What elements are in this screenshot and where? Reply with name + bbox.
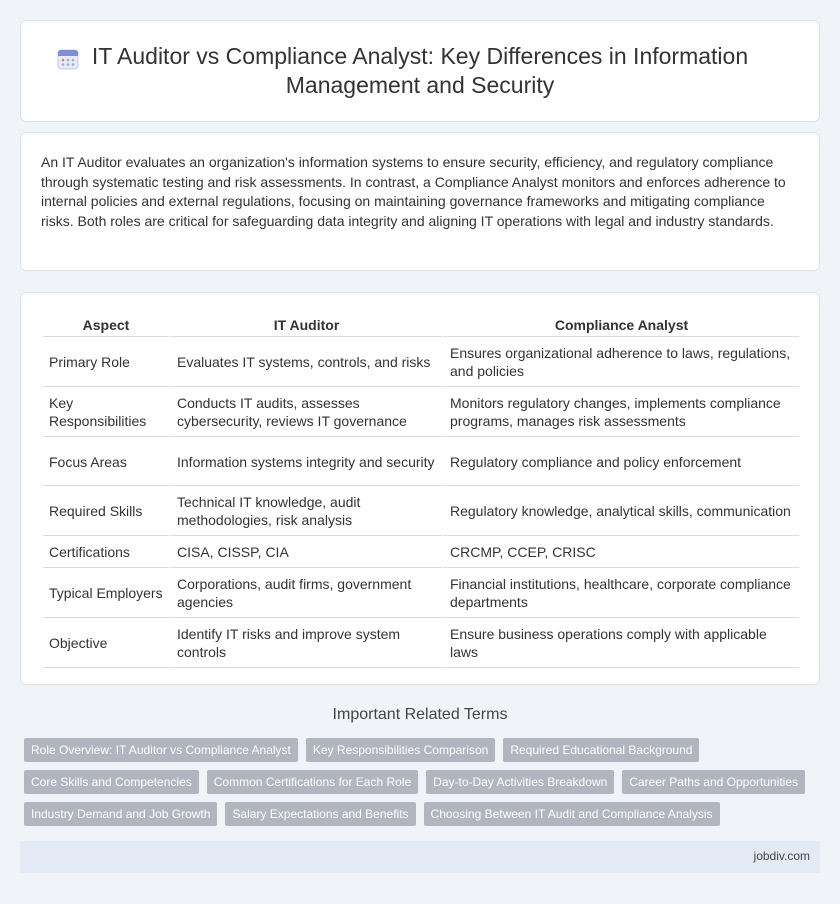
table-row <box>43 568 799 618</box>
cell-aspect: Objective <box>43 618 169 668</box>
cell-compliance-analyst: Regulatory compliance and policy enforcement <box>442 437 799 486</box>
title-card <box>20 20 820 122</box>
header-aspect: Aspect <box>43 313 169 337</box>
tag-row <box>24 802 824 826</box>
related-term-tag[interactable]: Required Educational Background <box>503 738 699 762</box>
cell-compliance-analyst: Ensure business operations comply with applicable laws <box>442 618 799 668</box>
cell-it-auditor: CISA, CISSP, CIA <box>169 536 442 568</box>
cell-it-auditor: Conducts IT audits, assesses cybersecurity, reviews IT governance <box>169 387 442 437</box>
cell-it-auditor: Corporations, audit firms, government agencies <box>169 568 442 618</box>
tag-row <box>24 770 824 794</box>
comparison-card <box>20 292 820 685</box>
related-term-tag[interactable]: Industry Demand and Job Growth <box>24 802 217 826</box>
related-terms-heading: Important Related Terms <box>332 706 508 723</box>
table-row <box>43 486 799 536</box>
header-it-auditor: IT Auditor <box>169 313 442 337</box>
cell-it-auditor: Information systems integrity and security <box>169 437 442 486</box>
cell-aspect: Key Responsibilities <box>43 387 169 437</box>
intro-card <box>20 132 820 271</box>
cell-compliance-analyst: CRCMP, CCEP, CRISC <box>442 536 799 568</box>
related-term-tag[interactable]: Core Skills and Competencies <box>24 770 199 794</box>
cell-aspect: Certifications <box>43 536 169 568</box>
page-title: IT Auditor vs Compliance Analyst: Key Differences in Information Management and Security <box>91 43 749 98</box>
table-row <box>43 337 799 387</box>
cell-it-auditor: Evaluates IT systems, controls, and risks <box>169 337 442 387</box>
intro-paragraph: An IT Auditor evaluates an organization's information systems to ensure security, efficiency, and regulatory compliance through systematic testing and risk assessments. In contrast, a Compliance Analyst monitors and enforces adherence to internal policies and external regulations, focusing on maintaining governance frameworks and mitigating compliance risks. Both roles are critical for safeguarding data integrity and aligning IT operations with legal and industry standards. <box>41 154 786 229</box>
table-row <box>43 437 799 486</box>
tag-row <box>24 738 824 762</box>
related-term-tag[interactable]: Common Certifications for Each Role <box>207 770 418 794</box>
cell-aspect: Typical Employers <box>43 568 169 618</box>
cell-aspect: Primary Role <box>43 337 169 387</box>
related-terms-tags <box>24 738 824 834</box>
cell-aspect: Focus Areas <box>43 437 169 486</box>
table-row <box>43 536 799 568</box>
related-term-tag[interactable]: Day-to-Day Activities Breakdown <box>426 770 614 794</box>
comparison-table <box>43 313 799 668</box>
table-row <box>43 618 799 668</box>
table-row <box>43 387 799 437</box>
cell-compliance-analyst: Monitors regulatory changes, implements compliance programs, manages risk assessments <box>442 387 799 437</box>
cell-compliance-analyst: Ensures organizational adherence to laws, regulations, and policies <box>442 337 799 387</box>
related-term-tag[interactable]: Role Overview: IT Auditor vs Compliance Analyst <box>24 738 298 762</box>
header-compliance-analyst: Compliance Analyst <box>442 313 799 337</box>
related-term-tag[interactable]: Key Responsibilities Comparison <box>306 738 495 762</box>
footer-site-link[interactable]: jobdiv.com <box>753 849 810 863</box>
cell-aspect: Required Skills <box>43 486 169 536</box>
related-term-tag[interactable]: Salary Expectations and Benefits <box>225 802 415 826</box>
table-header-row <box>43 313 799 337</box>
cell-compliance-analyst: Regulatory knowledge, analytical skills, communication <box>442 486 799 536</box>
footer <box>20 841 820 873</box>
cell-it-auditor: Identify IT risks and improve system controls <box>169 618 442 668</box>
cell-compliance-analyst: Financial institutions, healthcare, corporate compliance departments <box>442 568 799 618</box>
related-term-tag[interactable]: Choosing Between IT Audit and Compliance Analysis <box>424 802 720 826</box>
related-term-tag[interactable]: Career Paths and Opportunities <box>622 770 805 794</box>
cell-it-auditor: Technical IT knowledge, audit methodologies, risk analysis <box>169 486 442 536</box>
